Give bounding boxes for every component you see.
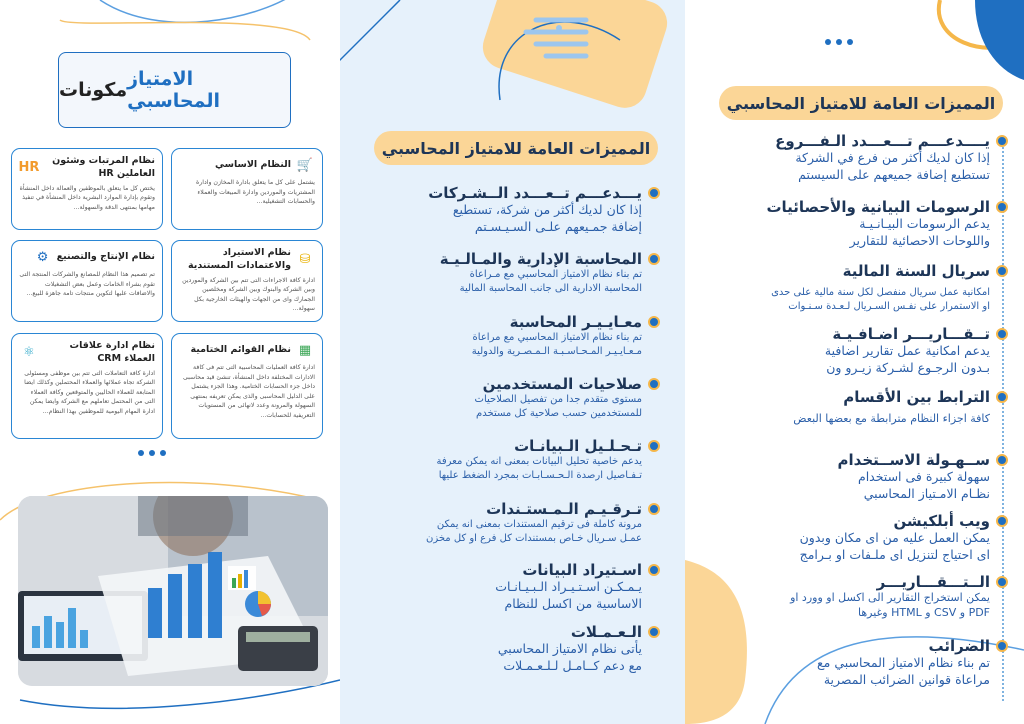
photo-illustration bbox=[18, 496, 328, 686]
bullet-icon bbox=[996, 265, 1008, 277]
feature-title: ســهـولة الاســتخدام bbox=[837, 451, 990, 469]
card-title: نظام ادارة علاقات العملاء CRM bbox=[69, 340, 155, 364]
feature-taxes bbox=[817, 637, 1008, 689]
cart-icon: 🛒 bbox=[296, 157, 314, 173]
feature-body-line: يمكن استخراج التقارير الى اكسل او وورد او bbox=[790, 591, 990, 604]
title-accent-text: الامتياز المحاسبي bbox=[127, 68, 220, 112]
feature-additional-reports bbox=[825, 325, 1008, 377]
feature-title: صلاحيات المستخدمين bbox=[482, 375, 642, 393]
feature-body-line: مراعاة قوانين الضرائب المصرية bbox=[823, 671, 990, 687]
feature-title: يــــدعـــم تـــعـــدد الـفـــروع bbox=[775, 132, 990, 150]
bullet-icon bbox=[996, 135, 1008, 147]
feature-user-permissions bbox=[475, 375, 660, 420]
feature-title: الترابط بين الأقسام bbox=[843, 388, 990, 406]
bullet-icon bbox=[648, 253, 660, 265]
bullet-icon bbox=[996, 391, 1008, 403]
bullet-icon bbox=[996, 640, 1008, 652]
feature-body-line: المحاسبة الادارية الى جانب المحاسبة المالية bbox=[459, 282, 642, 294]
bullet-icon bbox=[648, 316, 660, 328]
feature-body-line: مع دعم كــامـل لـلـعـمـلات bbox=[503, 657, 642, 673]
bullet-icon bbox=[996, 515, 1008, 527]
card-core-system bbox=[171, 148, 323, 230]
bullet-icon bbox=[648, 187, 660, 199]
feature-title: سريال السنة المالية bbox=[842, 262, 990, 280]
feature-multi-branch bbox=[775, 132, 1008, 184]
feature-title: الضرائب bbox=[928, 637, 990, 655]
feature-body-line: يدعم امكانية عمل تقارير اضافية bbox=[824, 343, 990, 358]
feature-body-line: يـمـكـن اسـتـيـراد الـبـيـانـات bbox=[495, 579, 642, 594]
bullet-icon bbox=[648, 378, 660, 390]
bullet-icon bbox=[996, 454, 1008, 466]
card-hr bbox=[11, 148, 163, 230]
bullet-icon bbox=[996, 201, 1008, 213]
card-final-statements bbox=[171, 333, 323, 439]
feature-body-line: كافة اجزاء النظام مترابطة مع بعضها البعض bbox=[793, 412, 990, 425]
feature-data-import bbox=[495, 561, 660, 613]
feature-body-line: إذا كان لديك أكثر من فرع في الشركة bbox=[795, 150, 990, 165]
middle-panel bbox=[340, 0, 685, 724]
feature-body-line: يدعم خاصية تحليل البيانات بمعنى انه يمكن معرفة bbox=[436, 456, 642, 467]
card-title: نظام الإنتاج والتصنيع bbox=[56, 250, 155, 262]
bullet-icon bbox=[648, 440, 660, 452]
bullet-icon bbox=[648, 564, 660, 576]
feature-title: يـــدعـــم تــعـــدد الــشـركات bbox=[428, 184, 642, 202]
analytics-photo bbox=[18, 496, 328, 686]
feature-body-line: PDF و CSV و HTML وغيرها bbox=[858, 605, 990, 619]
feature-body-line: عمـل سـريال خـاص بمستندات كل فرع او كل مخزن bbox=[425, 532, 642, 544]
section-title bbox=[58, 52, 291, 128]
feature-body-line: تم بناء نظام الامتياز المحاسبي مع مـراعاة bbox=[469, 269, 642, 280]
feature-body-line: تم بناء نظام الامتياز المحاسبي مع مراعاة bbox=[472, 332, 642, 343]
feature-body-line: يأتى نظام الامتياز المحاسبي bbox=[497, 641, 642, 656]
feature-title: المحاسبة الإدارية والمـالـيـة bbox=[439, 250, 642, 268]
title-main-text: مكونات bbox=[59, 79, 128, 101]
feature-body-line: او الاستمرار على نفـس السـريال لـعـدة سـنـوات bbox=[788, 300, 990, 312]
hr-icon: HR bbox=[18, 160, 40, 176]
section-banner: المميزات العامة للامتياز المحاسبي bbox=[374, 131, 658, 165]
feature-body-line: نظـام الامـتياز المحاسبي bbox=[863, 485, 990, 501]
left-panel bbox=[0, 0, 340, 724]
bullet-icon bbox=[996, 328, 1008, 340]
feature-body-line: تم بناء نظام الامتياز المحاسبي مع bbox=[817, 655, 990, 670]
feature-reports-export bbox=[790, 573, 1008, 621]
bullet-icon bbox=[648, 503, 660, 515]
bullet-icon bbox=[996, 576, 1008, 588]
feature-body-line: تستطيع إضافة جميعهم على السيستم bbox=[798, 166, 990, 182]
feature-title: تــقـــاريـــر اضـافـيـة bbox=[832, 325, 990, 343]
feature-department-linkage bbox=[793, 388, 1008, 427]
feature-charts-statistics bbox=[766, 198, 1008, 250]
card-import bbox=[171, 240, 323, 322]
feature-currencies bbox=[498, 623, 660, 675]
card-body: ادارة كافة العمليات المحاسبية التى تتم فى كافة الادارات المختلفة داخل المنشأة، تنشئ قيد محاسبى داخل جزء الحسابات الختامية. وهذا الجزء يشتمل على الدليل المحاسبى والذى يمكن تعريفه بمنتهى السهولة والمرونة وعدد لانهائى من المستويات التعريفية للحسابات... bbox=[182, 364, 315, 420]
feature-body-line: للمستخدمين حسب صلاحية كل مستخدم bbox=[476, 407, 642, 419]
feature-body-line: إضافة جمـيعهم علـى السـيـسـتم bbox=[474, 218, 642, 234]
feature-title: تـرقـيـم الـمـستـندات bbox=[486, 500, 642, 518]
feature-body-line: يمكن العمل عليه من اى مكان وبدون bbox=[799, 530, 990, 545]
card-body: تم تصميم هذا النظام للمصانع والشركات المنتجة التى تقوم بشراء الخامات وعمل بعض التشغيلات والاضافات عليها لتكوين منتجات تامة جاهزة للبيع... bbox=[19, 271, 155, 298]
feature-ease-of-use bbox=[838, 451, 1008, 503]
feature-body-line: يدعم الرسومات البيـانـيـة bbox=[859, 216, 990, 231]
pagination-dots bbox=[138, 450, 166, 456]
feature-web-application bbox=[800, 512, 1008, 564]
pagination-dots bbox=[825, 39, 853, 45]
feature-title: معـايـيـر المحاسبة bbox=[509, 313, 642, 331]
feature-title: ويب أبلكيشن bbox=[893, 512, 990, 530]
crm-icon: ⚛ bbox=[23, 345, 35, 361]
card-manufacturing bbox=[11, 240, 163, 322]
right-panel bbox=[685, 0, 1024, 724]
feature-title: الــتـــقـــاريـــر bbox=[876, 573, 990, 591]
feature-accounting-standards bbox=[472, 313, 660, 358]
feature-body-line: مرونة كاملة فى ترقيم المستندات بمعنى انه يمكن bbox=[436, 519, 642, 530]
feature-body-line: امكانية عمل سريال منفصل لكل سنة مالية على حدى bbox=[771, 287, 990, 298]
import-icon: ⛁ bbox=[299, 252, 311, 268]
card-crm bbox=[11, 333, 163, 439]
card-title: نظام الاستيراد والاعتمادات المستندية bbox=[188, 247, 291, 271]
feature-document-numbering bbox=[426, 500, 660, 545]
factory-icon: ⚙ bbox=[36, 249, 49, 265]
feature-body-line: إذا كان لديك أكثر من شركة، تستطيع bbox=[452, 202, 642, 217]
feature-title: الرسومات البيانية والأحصائيات bbox=[766, 198, 990, 216]
reports-icon: ▦ bbox=[298, 342, 312, 358]
feature-data-analysis bbox=[437, 437, 661, 482]
feature-managerial-accounting bbox=[440, 250, 660, 295]
feature-body-line: الاساسية من اكسل للنظام bbox=[504, 595, 642, 611]
card-title: نظام القوائم الختامية bbox=[190, 343, 291, 355]
card-body: يختص كل ما يتعلق بالموظفين والعمالة داخل المنشأة وتقوم بإدارة الموارد البشرية داخل المنشأة في تنفيذ مهامها بمنتهى الدقة والسهولة... bbox=[19, 184, 155, 211]
feature-body-line: بـدون الرجـوع لشـركة زيـرو ون bbox=[826, 359, 990, 375]
decorative-shapes bbox=[340, 0, 685, 724]
feature-multi-company bbox=[428, 184, 660, 236]
card-body: ادارة كافة الاجراءات التى تتم بين الشركة والموردين وبين الشركة والبنوك وبين الشركة ومخلصين الجمارك واى من الجهات والهيئات الخارجية بكل سهولة... bbox=[182, 276, 315, 313]
feature-body-line: واللوحات الاحصائية للتقارير bbox=[849, 232, 990, 248]
feature-body-line: مستوى متقدم جدا من تفصيل الصلاحيات bbox=[474, 394, 642, 405]
card-body: يشتمل على كل ما يتعلق بادارة المخازن وادارة المشتريات والموردين وادارة المبيعات والعملاء والحسابات التشغيلية... bbox=[196, 179, 315, 206]
bullet-icon bbox=[648, 626, 660, 638]
card-title: النظام الاساسي bbox=[215, 158, 291, 170]
card-body: ادارة كافة التعاملات التى تتم بين موظفى ومسئولى الشركة تجاه عملائها والعملاء المحتملين وكذلك ايضا المتابعة للعملاء الحاليين والمتوقعين وكافة العملاء التى من المحتمل تعاملهم مع الشركة وايضا يمكن ادارة المهام اليومية للموظفين بهذا النظام... bbox=[24, 369, 155, 416]
section-banner: المميزات العامة للامتياز المحاسبي bbox=[719, 86, 1003, 120]
feature-body-line: مـعـايـيـر المـحـاسـبـة الـمـصـرية والدولية bbox=[471, 345, 642, 357]
feature-body-line: سهولة كبيرة فى استخدام bbox=[857, 469, 990, 484]
feature-title: الـعـمـلات bbox=[570, 623, 642, 641]
feature-title: اسـتيراد البيانات bbox=[522, 561, 642, 579]
feature-fiscal-year-serial bbox=[771, 262, 1008, 313]
card-title: نظام المرتبات وشئون العاملين HR bbox=[52, 155, 155, 179]
feature-title: تـحـلـيل الـبيانـات bbox=[514, 437, 642, 455]
feature-body-line: تـفـاصيل ارصدة الـحـسـابـات بمجرد الضغط عليها bbox=[438, 469, 642, 481]
feature-body-line: اى احتياج لتنزيل اى ملـفات او بـرامج bbox=[799, 546, 990, 562]
